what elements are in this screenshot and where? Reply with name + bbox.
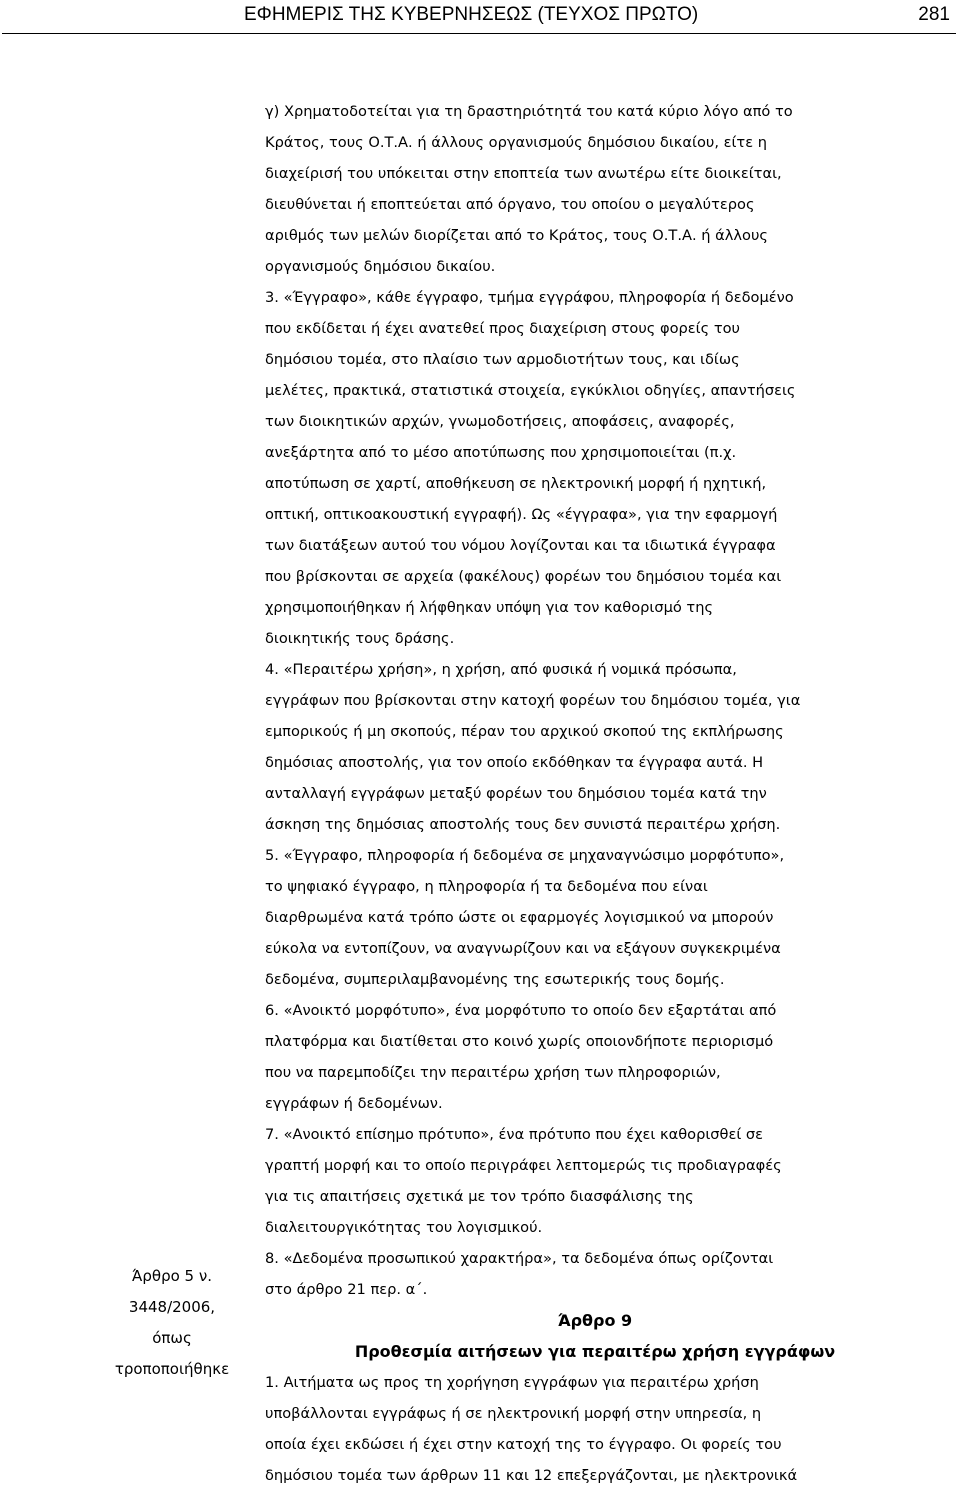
margin-note-line: 3448/2006, bbox=[128, 1298, 216, 1316]
text-line: διαρθρωμένα κατά τρόπο ώστε οι εφαρμογές λογισμικού να μπορούν bbox=[265, 909, 774, 926]
text-line: 8. «Δεδομένα προσωπικού χαρακτήρα», τα δεδομένα όπως ορίζονται bbox=[265, 1250, 774, 1267]
margin-note bbox=[92, 1261, 252, 1385]
text-line: διαχείρισή του υπόκειται στην εποπτεία των ανωτέρω είτε διοικείται, bbox=[265, 165, 782, 182]
text-line: των διατάξεων αυτού του νόμου λογίζονται και τα ιδιωτικά έγγραφα bbox=[265, 537, 776, 554]
text-line: για τις απαιτήσεις σχετικά με τον τρόπο διασφάλισης της bbox=[265, 1188, 694, 1205]
page-number: 281 bbox=[918, 4, 950, 25]
text-line: οργανισμούς δημόσιου δικαίου. bbox=[265, 258, 496, 275]
text-line: εγγράφων που βρίσκονται στην κατοχή φορέων του δημόσιου τομέα, για bbox=[265, 692, 801, 709]
article-subtitle: Προθεσμία αιτήσεων για περαιτέρω χρήση εγγράφων bbox=[354, 1342, 836, 1361]
text-line: 4. «Περαιτέρω χρήση», η χρήση, από φυσικά ή νομικά πρόσωπα, bbox=[265, 661, 737, 678]
text-line: 7. «Ανοικτό επίσημο πρότυπο», ένα πρότυπο που έχει καθορισθεί σε bbox=[265, 1126, 764, 1143]
text-line: διαλειτουργικότητας του λογισμικού. bbox=[265, 1219, 543, 1236]
margin-note-line: Άρθρο 5 ν. bbox=[131, 1267, 212, 1285]
text-line: που βρίσκονται σε αρχεία (φακέλους) φορέων του δημόσιου τομέα και bbox=[265, 568, 782, 585]
page-header bbox=[0, 0, 960, 34]
article-text-line: υποβάλλονται εγγράφως ή σε ηλεκτρονική μορφή στην υπηρεσία, η bbox=[265, 1405, 762, 1422]
text-line: δημόσιας αποστολής, για τον οποίο εκδόθηκαν τα έγγραφα αυτά. Η bbox=[265, 754, 764, 771]
article-text-line: δημόσιου τομέα των άρθρων 11 και 12 επεξεργάζονται, με ηλεκτρονικά bbox=[265, 1467, 798, 1484]
main-text-column bbox=[265, 96, 905, 1491]
article-text-line: οποία έχει εκδώσει ή έχει στην κατοχή της το έγγραφο. Οι φορείς του bbox=[265, 1436, 782, 1453]
text-line: ανεξάρτητα από το μέσο αποτύπωσης που χρησιμοποιείται (π.χ. bbox=[265, 444, 737, 461]
text-line: δεδομένα, συμπεριλαμβανομένης της εσωτερικής τους δομής. bbox=[265, 971, 725, 988]
text-line: άσκηση της δημόσιας αποστολής τους δεν συνιστά περαιτέρω χρήση. bbox=[265, 816, 781, 833]
text-line: 5. «Έγγραφο, πληροφορία ή δεδομένα σε μηχαναγνώσιμο μορφότυπο», bbox=[265, 847, 785, 864]
text-line: γ) Χρηματοδοτείται για τη δραστηριότητά του κατά κύριο λόγο από το bbox=[265, 103, 793, 120]
text-line: εύκολα να εντοπίζουν, να αναγνωρίζουν και να εξάγουν συγκεκριμένα bbox=[265, 940, 781, 957]
text-line: αποτύπωση σε χαρτί, αποθήκευση σε ηλεκτρονική μορφή ή ηχητική, bbox=[265, 475, 767, 492]
text-line: διευθύνεται ή εποπτεύεται από όργανο, του οποίου ο μεγαλύτερος bbox=[265, 196, 755, 213]
text-line: 3. «Έγγραφο», κάθε έγγραφο, τμήμα εγγράφου, πληροφορία ή δεδομένο bbox=[265, 289, 794, 306]
margin-note-line: όπως bbox=[152, 1329, 192, 1347]
text-line: πλατφόρμα και διατίθεται στο κοινό χωρίς οποιονδήποτε περιορισμό bbox=[265, 1033, 774, 1050]
text-line: χρησιμοποιήθηκαν ή λήφθηκαν υπόψη για τον καθορισμό της bbox=[265, 599, 714, 616]
text-line: μελέτες, πρακτικά, στατιστικά στοιχεία, εγκύκλιοι οδηγίες, απαντήσεις bbox=[265, 382, 796, 399]
header-divider bbox=[2, 33, 956, 34]
text-line: 6. «Ανοικτό μορφότυπο», ένα μορφότυπο το οποίο δεν εξαρτάται από bbox=[265, 1002, 777, 1019]
text-line: Κράτος, τους Ο.Τ.Α. ή άλλους οργανισμούς δημόσιου δικαίου, είτε η bbox=[265, 134, 767, 151]
text-line: εμπορικούς ή μη σκοπούς, πέραν του αρχικού σκοπού της εκπλήρωσης bbox=[265, 723, 784, 740]
margin-note-line: τροποποιήθηκε bbox=[114, 1360, 230, 1378]
text-line: οπτική, οπτικοακουστική εγγραφή). Ως «έγγραφα», για την εφαρμογή bbox=[265, 506, 778, 523]
text-line: στο άρθρο 21 περ. α΄. bbox=[265, 1281, 428, 1298]
gazette-title: ΕΦΗΜΕΡΙΣ ΤΗΣ ΚΥΒΕΡΝΗΣΕΩΣ (ΤΕΥΧΟΣ ΠΡΩΤΟ) bbox=[244, 4, 699, 25]
text-line: ανταλλαγή εγγράφων μεταξύ φορέων του δημόσιου τομέα κατά την bbox=[265, 785, 767, 802]
text-line: που εκδίδεται ή έχει ανατεθεί προς διαχείριση στους φορείς του bbox=[265, 320, 740, 337]
text-line: γραπτή μορφή και το οποίο περιγράφει λεπτομερώς τις προδιαγραφές bbox=[265, 1157, 782, 1174]
article-title: Άρθρο 9 bbox=[557, 1311, 633, 1330]
text-line: δημόσιου τομέα, στο πλαίσιο των αρμοδιοτήτων τους, και ιδίως bbox=[265, 351, 740, 368]
article-text-line: 1. Αιτήματα ως προς τη χορήγηση εγγράφων για περαιτέρω χρήση bbox=[265, 1374, 759, 1391]
text-line: που να παρεμποδίζει την περαιτέρω χρήση των πληροφοριών, bbox=[265, 1064, 721, 1081]
text-line: των διοικητικών αρχών, γνωμοδοτήσεις, αποφάσεις, αναφορές, bbox=[265, 413, 735, 430]
text-line: εγγράφων ή δεδομένων. bbox=[265, 1095, 443, 1112]
text-line: διοικητικής τους δράσης. bbox=[265, 630, 455, 647]
text-line: αριθμός των μελών διορίζεται από το Κράτος, τους Ο.Τ.Α. ή άλλους bbox=[265, 227, 768, 244]
text-line: το ψηφιακό έγγραφο, η πληροφορία ή τα δεδομένα που είναι bbox=[265, 878, 708, 895]
